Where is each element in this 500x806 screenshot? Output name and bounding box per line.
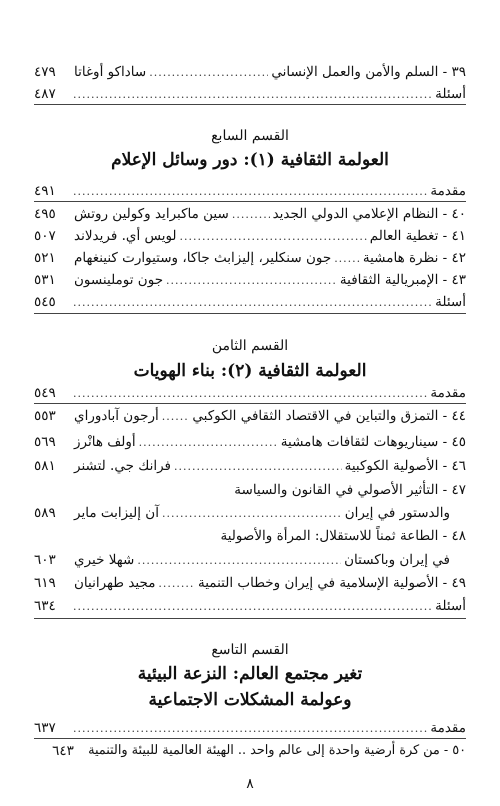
- toc-entry-42: [34, 248, 466, 268]
- entry-author: جون سنكلير، إليزابث جاكا، وستيوارت كنينغهام: [74, 250, 332, 266]
- leader-dots: [162, 406, 190, 426]
- divider: [34, 201, 466, 202]
- toc-entry-50: [34, 741, 466, 761]
- leader-dots: [73, 292, 432, 312]
- entry-page: ٥٠٧: [34, 228, 56, 244]
- section-label: القسم الثامن: [211, 338, 289, 354]
- toc-entry-questions: [34, 84, 466, 104]
- entry-author: ساداكو أوغاتا: [74, 64, 147, 80]
- entry-page: ٥٥٣: [34, 408, 56, 424]
- divider: [34, 313, 466, 314]
- entry-page: ٥٤٥: [34, 294, 56, 310]
- leader-dots: [334, 248, 360, 268]
- leader-dots: [232, 204, 270, 224]
- toc-entry-43: [34, 270, 466, 290]
- entry-title: أسئلة: [435, 294, 466, 310]
- toc-entry-45: [34, 432, 466, 452]
- toc-entry-intro: [34, 718, 466, 738]
- section-title: العولمة الثقافية (٢): بناء الهويات: [133, 361, 367, 381]
- leader-dots: [174, 456, 342, 476]
- leader-dots: [158, 573, 195, 593]
- toc-entry-44: [34, 406, 466, 426]
- entry-title: ٤٤ - التمزق والتباين في الاقتصاد الثقافي الكوكبي: [192, 408, 466, 424]
- toc-entry-questions: [34, 292, 466, 312]
- entry-title: أسئلة: [435, 598, 466, 614]
- section-label: القسم التاسع: [211, 642, 289, 658]
- toc-entry-41: [34, 226, 466, 246]
- entry-author: لويس أي. فريدلاند: [74, 228, 177, 244]
- entry-title: ٤٧ - التأثير الأصولي في القانون والسياسة: [234, 482, 466, 498]
- section-title: تغير مجتمع العالم: النزعة البيئية: [137, 664, 363, 684]
- leader-dots: [139, 432, 278, 452]
- entry-author: آن إليزابت ماير: [74, 505, 159, 521]
- entry-page: ٤٨٧: [34, 86, 56, 102]
- toc-entry-49: [34, 573, 466, 593]
- toc-entry-47-line1: [34, 480, 466, 500]
- leader-dots: [73, 718, 427, 738]
- leader-dots: [73, 383, 427, 403]
- entry-title: مقدمة: [430, 183, 466, 199]
- toc-entry-39: [34, 62, 466, 82]
- divider: [34, 403, 466, 404]
- entry-title: ٤٥ - سيناريوهات لثقافات هامشية: [280, 434, 466, 450]
- leader-dots: [180, 226, 367, 246]
- toc-entry-intro: [34, 383, 466, 403]
- toc-entry-questions: [34, 596, 466, 616]
- leader-dots: [73, 84, 432, 104]
- entry-page: ٤٩١: [34, 183, 56, 199]
- leader-dots: [73, 596, 432, 616]
- entry-title: ٤٢ - نظرة هامشية: [362, 250, 466, 266]
- entry-page: ٥٢١: [34, 250, 56, 266]
- entry-page: ٤٩٥: [34, 206, 56, 222]
- toc-entry-48-line1: [34, 526, 466, 546]
- toc-entry-48-line2: [34, 550, 466, 570]
- entry-title: ٤٠ - النظام الإعلامي الدولي الجديد: [272, 206, 466, 222]
- entry-page: ٤٧٩: [34, 64, 56, 80]
- entry-author: سين ماكبرايد وكولين روتش: [74, 206, 229, 222]
- entry-title: أسئلة: [435, 86, 466, 102]
- leader-dots: [162, 503, 342, 523]
- leader-dots: [166, 270, 337, 290]
- leader-dots: [149, 62, 268, 82]
- section-title-cont: وعولمة المشكلات الاجتماعية: [148, 690, 352, 710]
- entry-title: ٣٩ - السلم والأمن والعمل الإنساني: [271, 64, 466, 80]
- entry-author: أرجون آبادوراي: [74, 408, 159, 424]
- entry-author: مجيد طهرانيان: [74, 575, 156, 591]
- entry-author: أولف هانْرز: [74, 434, 136, 450]
- section-title: العولمة الثقافية (١): دور وسائل الإعلام: [111, 150, 389, 170]
- entry-title: مقدمة: [430, 720, 466, 736]
- leader-dots: [137, 550, 341, 570]
- entry-author: جون توملينسون: [74, 272, 164, 288]
- divider: [34, 738, 466, 739]
- toc-entry-46: [34, 456, 466, 476]
- entry-title: ٤٨ - الطاعة ثمناً للاستقلال: المرأة والأصولية: [220, 528, 466, 544]
- entry-page: ٦١٩: [34, 575, 56, 591]
- leader-dots: [73, 181, 427, 201]
- toc-entry-47-line2: [34, 503, 466, 523]
- entry-title-cont: والدستور في إيران: [344, 505, 450, 521]
- entry-page: ٥٦٩: [34, 434, 56, 450]
- toc-entry-intro: [34, 181, 466, 201]
- entry-title: مقدمة: [430, 385, 466, 401]
- page-number: ٨: [246, 776, 254, 792]
- divider: [34, 104, 466, 105]
- entry-title: ٤٣ - الإمبريالية الثقافية: [339, 272, 466, 288]
- entry-title: ٥٠ - من كرة أرضية واحدة إلى عالم واحد .. الهيئة العالمية للبيئة والتنمية: [88, 743, 466, 758]
- entry-title: ٤٦ - الأصولية الكوكبية: [344, 458, 466, 474]
- entry-title-cont: في إيران وباكستان: [344, 552, 450, 568]
- entry-title: ٤٩ - الأصولية الإسلامية في إيران وخطاب التنمية: [197, 575, 466, 591]
- toc-entry-40: [34, 204, 466, 224]
- entry-page: ٥٤٩: [34, 385, 56, 401]
- entry-page: ٦٣٧: [34, 720, 56, 736]
- divider: [34, 618, 466, 619]
- entry-title: ٤١ - تغطية العالم: [369, 228, 466, 244]
- entry-page: ٥٣١: [34, 272, 56, 288]
- entry-page: ٦٣٤: [34, 598, 56, 614]
- entry-author: شهلا خيري: [74, 552, 135, 568]
- entry-page: ٥٨١: [34, 458, 56, 474]
- section-label: القسم السابع: [211, 128, 289, 144]
- entry-page: ٦٠٣: [34, 552, 56, 568]
- entry-page: ٥٨٩: [34, 505, 56, 521]
- entry-page: ٦٤٣: [52, 743, 74, 759]
- entry-author: فرانك جي. لتشنر: [74, 458, 172, 474]
